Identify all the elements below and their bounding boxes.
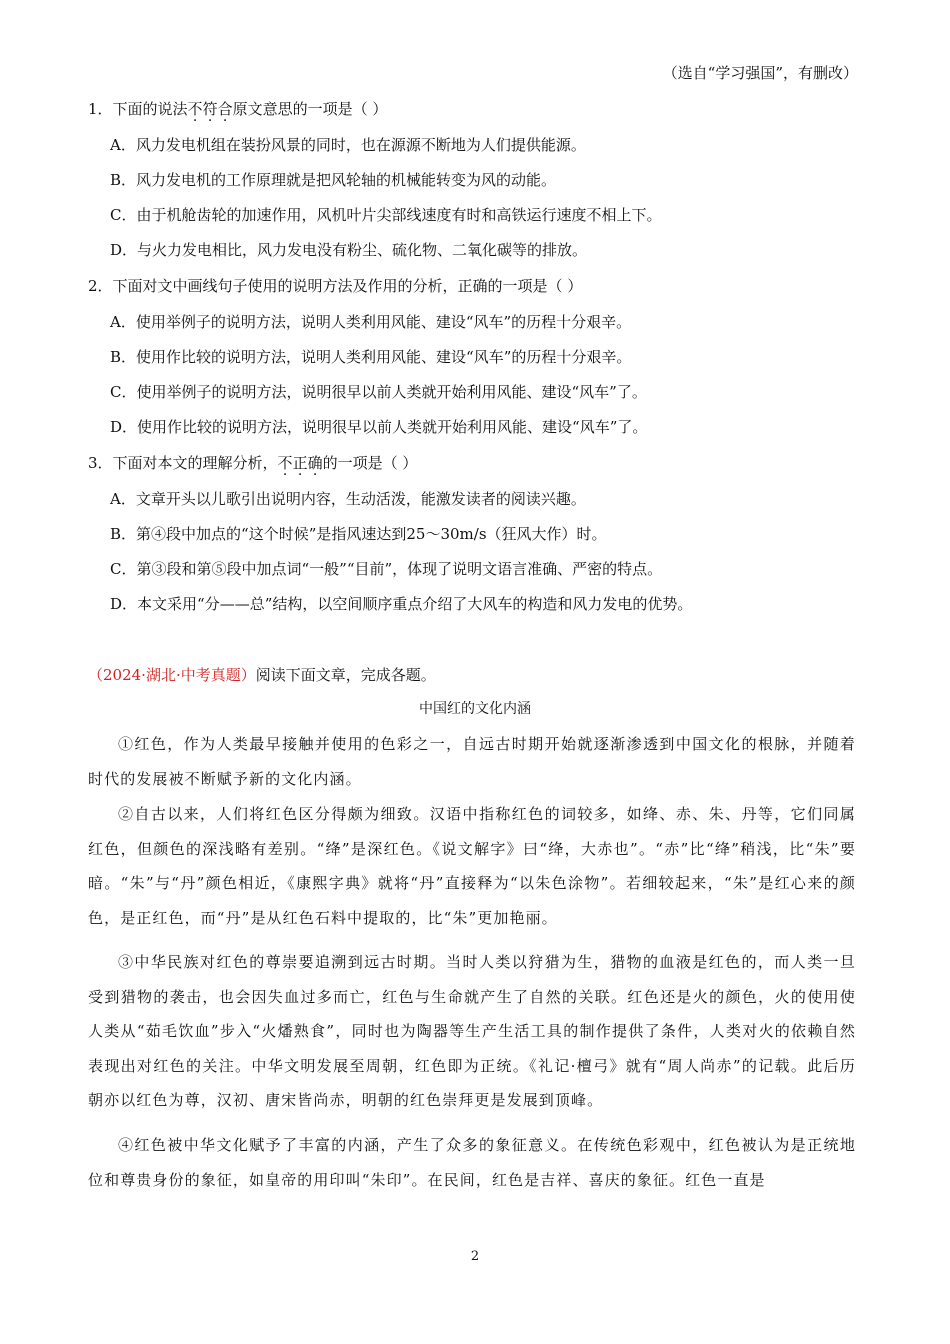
question-3-option-d: D．本文采用“分——总”结构，以空间顺序重点介绍了大风车的构造和风力发电的优势。 <box>110 595 693 613</box>
passage-paragraph-4: ④红色被中华文化赋予了丰富的内涵，产生了众多的象征意义。在传统色彩观中，红色被认为是正统地位和尊贵身份的象征，如皇帝的用印叫“朱印”。在民间，红色是吉祥、喜庆的象征。红色一直是 <box>88 1136 856 1189</box>
emphasis-mark: 不 <box>277 454 293 472</box>
question-2-option-b: B．使用作比较的说明方法，说明人类利用风能、建设“风车”的历程十分艰辛。 <box>110 348 632 366</box>
question-1-option-b: B．风力发电机的工作原理就是把风轮轴的机械能转变为风的动能。 <box>110 171 557 189</box>
question-2-stem: 2．下面对文中画线句子使用的说明方法及作用的分析，正确的一项是（ ） <box>88 277 583 295</box>
question-3-stem: 3．下面对本文的理解分析，不正确的一项是（ ） <box>88 454 418 472</box>
emphasis-mark: 合 <box>217 100 233 118</box>
passage-heading <box>88 664 436 685</box>
passage-paragraph-3: ③中华民族对红色的尊崇要追溯到远古时期。当时人类以狩猎为生，猎物的血液是红色的，而人类一旦受到猎物的袭击，也会因失血过多而亡，红色与生命就产生了自然的关联。红色还是火的颜色，火的使用使人类从“茹毛饮血”步入“火燔熟食”，同时也为陶器等生产生活工具的制作提供了条件，人类对火的依赖自然表现出对红色的关注。中华文明发展至周朝，红色即为正统。《礼记·檀弓》就有“周人尚赤”的记载。此后历朝亦以红色为尊，汉初、唐宋皆尚赤，明朝的红色崇拜更是发展到顶峰。 <box>88 953 856 1109</box>
passage-paragraph-1: ①红色，作为人类最早接触并使用的色彩之一，自远古时期开始就逐渐渗透到中国文化的根脉，并随着时代的发展被不断赋予新的文化内涵。 <box>88 735 856 788</box>
question-3-option-a: A．文章开头以儿歌引出说明内容，生动活泼，能激发读者的阅读兴趣。 <box>110 490 586 508</box>
passage-title: 中国红的文化内涵 <box>419 701 531 717</box>
question-1-option-d: D．与火力发电相比，风力发电没有粉尘、硫化物、二氧化碳等的排放。 <box>110 241 588 259</box>
passage-instruction: 阅读下面文章，完成各题。 <box>255 666 436 684</box>
emphasis-mark: 符 <box>202 100 218 118</box>
passage-paragraph-2: ②自古以来，人们将红色区分得颇为细致。汉语中指称红色的词较多，如绛、赤、朱、丹等，它们同属红色，但颜色的深浅略有差别。“绛”是深红色。《说文解字》曰“绛，大赤也”。“赤”比“绛”稍浅，比“朱”要暗。“朱”与“丹”颜色相近，《康熙字典》就将“丹”直接释为“以朱色涂物”。若细较起来，“朱”是红心来的颜色，是正红色，而“丹”是从红色石料中提取的，比“朱”更加艳丽。 <box>88 805 856 927</box>
exam-source-tag: （2024·湖北·中考真题） <box>88 666 256 684</box>
emphasis-mark: 正 <box>292 454 308 472</box>
question-1-option-a: A．风力发电机组在装扮风景的同时，也在源源不断地为人们提供能源。 <box>110 136 586 154</box>
page-number: 2 <box>470 1249 480 1264</box>
question-3-option-c: C．第③段和第⑤段中加点词“一般”“目前”，体现了说明文语言准确、严密的特点。 <box>110 560 663 578</box>
emphasis-mark: 不 <box>187 100 203 118</box>
question-2-option-c: C．使用举例子的说明方法，说明很早以前人类就开始利用风能、建设“风车”了。 <box>110 383 647 401</box>
source-note: （选自“学习强国”，有删改） <box>662 64 858 82</box>
question-1-stem: 1．下面的说法不符合原文意思的一项是（ ） <box>88 100 388 118</box>
question-1-option-c: C．由于机舱齿轮的加速作用，风机叶片尖部线速度有时和高铁运行速度不相上下。 <box>110 206 662 224</box>
question-2-option-a: A．使用举例子的说明方法，说明人类利用风能、建设“风车”的历程十分艰辛。 <box>110 313 632 331</box>
question-2-option-d: D．使用作比较的说明方法，说明很早以前人类就开始利用风能、建设“风车”了。 <box>110 418 648 436</box>
emphasis-mark: 确 <box>307 454 323 472</box>
question-3-option-b: B．第④段中加点的“这个时候”是指风速达到25～30m/s（狂风大作）时。 <box>110 525 607 543</box>
